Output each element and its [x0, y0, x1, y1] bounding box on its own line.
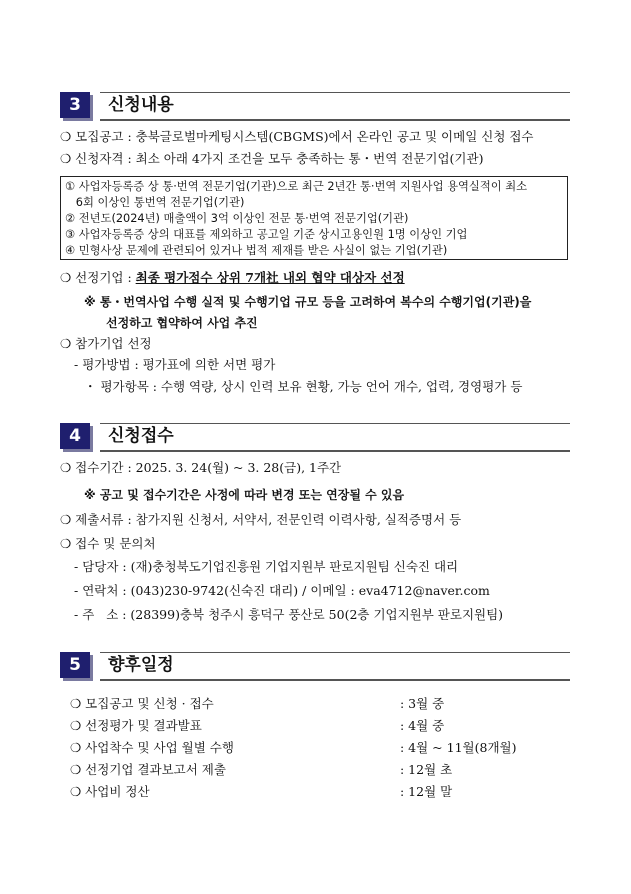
select-line [60, 270, 405, 286]
schedule-when: : 4월 중 [400, 718, 445, 733]
manager-line: - 담당자 : (재)충청북도기업진흥원 기업지원부 판로지원팀 신숙진 대리 [74, 559, 459, 574]
qualify-line: ❍ 신청자격 : 최소 아래 4가지 조건을 모두 충족하는 통・번역 전문기업(기관) [60, 151, 484, 166]
condition-1-cont: 6회 이상인 통번역 전문기업(기관) [65, 196, 245, 209]
select-prefix: ❍ 선정기업 : [60, 270, 136, 285]
qualification-box [60, 176, 568, 260]
period-note: ※ 공고 및 접수기간은 사정에 따라 변경 또는 연장될 수 있음 [84, 488, 405, 502]
condition-4: ④ 민형사상 문제에 관련되어 있거나 법적 제재를 받은 사실이 없는 기업(기관) [65, 244, 448, 257]
schedule-task: ❍ 선정기업 결과보고서 제출 [70, 762, 226, 777]
schedule-task: ❍ 사업착수 및 사업 월별 수행 [70, 740, 234, 755]
schedule-when: : 12월 말 [400, 784, 453, 799]
participant-line: ❍ 참가기업 선정 [60, 336, 152, 351]
contact-line: ❍ 접수 및 문의처 [60, 536, 156, 551]
note-line-1: ※ 통・번역사업 수행 실적 및 수행기업 규모 등을 고려하여 복수의 수행기업(기관)을 [84, 295, 532, 309]
section-5-header [60, 652, 570, 678]
period-line: ❍ 접수기간 : 2025. 3. 24(월) ~ 3. 28(금), 1주간 [60, 460, 342, 475]
phone-line: - 연락처 : (043)230-9742(신숙진 대리) / 이메일 : eva4712@naver.com [74, 583, 490, 598]
section-3-header [60, 92, 570, 118]
condition-3: ③ 사업자등록증 상의 대표를 제외하고 공고일 기준 상시고용인원 1명 이상인 기업 [65, 228, 468, 241]
docs-line: ❍ 제출서류 : 참가지원 신청서, 서약서, 전문인력 이력사항, 실적증명서 등 [60, 512, 462, 527]
section-4-header [60, 423, 570, 449]
note-line-2: 선정하고 협약하여 사업 추진 [106, 316, 258, 330]
section-number: 5 [60, 652, 90, 678]
section-title: 향후일정 [108, 655, 174, 675]
items-line: ・ 평가항목 : 수행 역량, 상시 인력 보유 현황, 가능 언어 개수, 업력, 경영평가 등 [84, 379, 523, 394]
schedule-task: ❍ 선정평가 및 결과발표 [70, 718, 202, 733]
condition-1: ① 사업자등록증 상 통·번역 전문기업(기관)으로 최근 2년간 통·번역 지원사업 용역실적이 최소 [65, 180, 528, 193]
address-line: - 주 소 : (28399)충북 청주시 흥덕구 풍산로 50(2층 기업지원부 판로지원팀) [74, 607, 504, 622]
section-title: 신청접수 [108, 426, 174, 446]
schedule-when: : 3월 중 [400, 696, 445, 711]
condition-2: ② 전년도(2024년) 매출액이 3억 이상인 전문 통·번역 전문기업(기관) [65, 212, 409, 225]
section-title: 신청내용 [108, 95, 174, 115]
section-number: 4 [60, 423, 90, 449]
schedule-task: ❍ 사업비 정산 [70, 784, 150, 799]
section-number: 3 [60, 92, 90, 118]
method-line: - 평가방법 : 평가표에 의한 서면 평가 [74, 357, 276, 372]
schedule-task: ❍ 모집공고 및 신청 · 접수 [70, 696, 214, 711]
schedule-when: : 12월 초 [400, 762, 453, 777]
recruit-line: ❍ 모집공고 : 충북글로벌마케팅시스템(CBGMS)에서 온라인 공고 및 이메일 신청 접수 [60, 129, 534, 144]
schedule-when: : 4월 ~ 11월(8개월) [400, 740, 517, 755]
select-emphasis: 최종 평가점수 상위 7개社 내외 협약 대상자 선정 [135, 270, 405, 285]
